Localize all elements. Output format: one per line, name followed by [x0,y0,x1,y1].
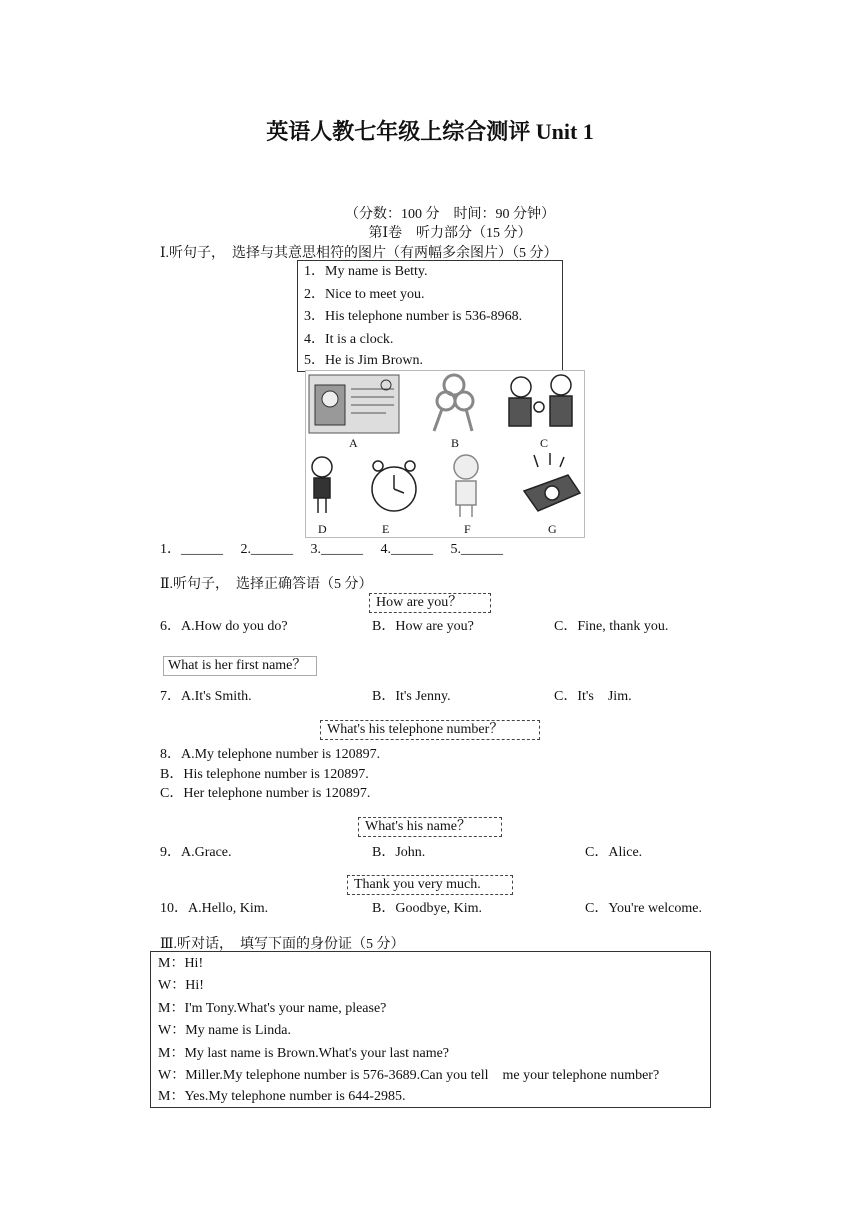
q9-option-a: 9．A.Grace. [160,845,232,860]
picture-label-a: A [349,436,358,450]
q10-option-b: B．Goodbye, Kim. [372,901,483,916]
dialogue-line-6: W：Miller.My telephone number is 576-3689.Can you tell me your telephone number? [158,1068,660,1083]
page-title: 英语人教七年级上综合测评 Unit 1 [266,119,594,144]
sentence-3: 3．His telephone number is 536-8968. [304,309,523,324]
picture-label-g: G [548,522,557,536]
q7-option-c: C．It's Jim. [554,689,632,704]
keys-picture [434,375,473,431]
dialogue-line-5: M：My last name is Brown.What's your last name? [158,1046,450,1061]
id-card-picture [309,375,399,433]
q8-option-a: 8．A.My telephone number is 120897. [160,747,381,762]
q6-option-c: C．Fine, thank you. [554,619,669,634]
girl-picture [454,455,478,517]
q9-option-b: B．John. [372,845,426,860]
picture-label-b: B [451,436,460,450]
q8-option-c: C．Her telephone number is 120897. [160,786,371,801]
prompt-7: What is her first name？ [163,656,317,676]
q8-option-b: B．His telephone number is 120897. [160,767,369,782]
picture-label-c: C [540,436,549,450]
prompt-10: Thank you very much. [347,875,513,895]
sentence-5: 5．He is Jim Brown. [304,353,423,368]
picture-label-f: F [464,522,471,536]
picture-drawings [306,371,584,537]
prompt-8: What's his telephone number？ [320,720,540,740]
q6-option-b: B．How are you? [372,619,474,634]
part-title: 第Ⅰ卷 听力部分（15 分） [368,226,532,241]
picture-label-e: E [382,522,390,536]
q7-option-a: 7．A.It's Smith. [160,689,252,704]
dialogue-line-7: M：Yes.My telephone number is 644-2985. [158,1089,406,1104]
prompt-6: How are you？ [369,593,491,613]
handshake-picture [509,375,572,426]
answer-line: 1．______ 2.______ 3.______ 4.______ 5.______ [160,542,503,557]
q10-option-c: C．You're welcome. [585,901,702,916]
q10-option-a: 10．A.Hello, Kim. [160,901,269,916]
q6-option-a: 6．A.How do you do? [160,619,288,634]
picture-label-d: D [318,522,327,536]
sentence-box [297,260,563,372]
prompt-9: What's his name？ [358,817,502,837]
dialogue-box [150,951,711,1108]
section1-heading: Ⅰ.听句子， 选择与其意思相符的图片（有两幅多余图片）（5 分） [160,246,558,261]
boy-picture [312,457,332,513]
dialogue-line-2: W：Hi! [158,978,204,993]
dialogue-line-1: M：Hi! [158,956,204,971]
sentence-1: 1．My name is Betty. [304,264,428,279]
q7-option-b: B．It's Jenny. [372,689,451,704]
dialogue-line-3: M：I'm Tony.What's your name, please? [158,1001,387,1016]
sentence-4: 4．It is a clock. [304,332,394,347]
picture-options [305,370,585,538]
telephone-picture [524,453,580,511]
sentence-2: 2．Nice to meet you. [304,287,425,302]
q9-option-c: C．Alice. [585,845,643,860]
dialogue-line-4: W：My name is Linda. [158,1023,291,1038]
section3-heading: Ⅲ.听对话， 填写下面的身份证（5 分） [160,937,405,952]
exam-meta: （分数：100 分 时间：90 分钟） [345,207,555,222]
clock-picture [372,461,416,511]
section2-heading: Ⅱ.听句子， 选择正确答语（5 分） [160,577,373,592]
